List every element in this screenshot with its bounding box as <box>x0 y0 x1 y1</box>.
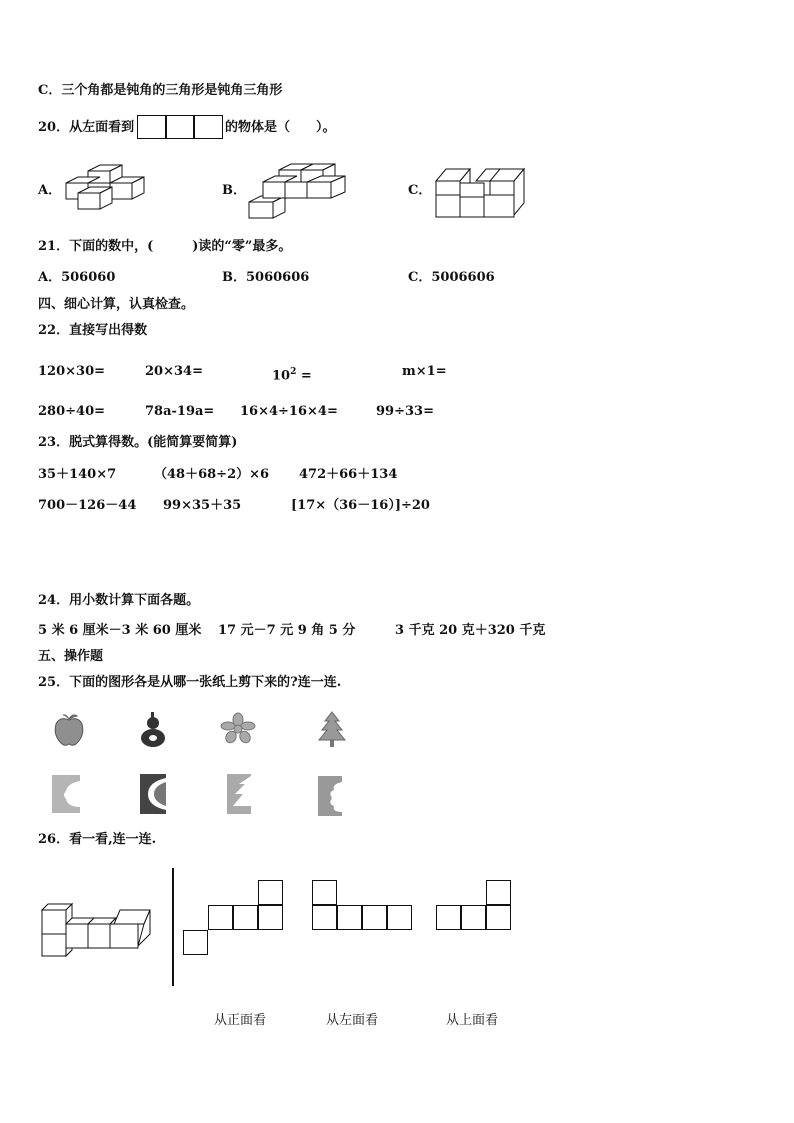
q21-option-a[interactable]: A．506060 <box>38 270 116 285</box>
paper-moon-cutout-icon[interactable] <box>140 774 166 814</box>
q24-item: 5 米 6 厘米－3 米 60 厘米 <box>38 623 202 638</box>
divider-line <box>172 868 174 986</box>
q20-option-c-figure <box>436 167 526 219</box>
power-base: 10 <box>272 368 291 384</box>
pine-tree-shape-icon[interactable] <box>317 712 347 748</box>
q22-item: 16×4÷16×4= <box>240 404 338 419</box>
q20-option-a-label[interactable]: A． <box>38 183 62 198</box>
q21-stem: 21．下面的数中，( )读的“零”最多。 <box>38 239 292 254</box>
q20-stem-start: 20．从左面看到 <box>38 120 135 135</box>
q23-item: （48＋68÷2）×6 <box>154 467 270 482</box>
q20-stem-end: 的物体是（ ）。 <box>225 120 336 135</box>
paper-leaf-cutout-icon[interactable] <box>52 775 80 813</box>
q21-option-b[interactable]: B．5060606 <box>222 270 310 285</box>
gourd-shape-icon[interactable] <box>138 712 168 748</box>
q23-item: 35＋140×7 <box>38 467 117 482</box>
paper-flower-cutout-icon[interactable] <box>318 776 342 816</box>
q22-item: 78a-19a= <box>145 404 215 419</box>
q23-item: 700－126－44 <box>38 498 137 513</box>
q24-item: 17 元－7 元 9 角 5 分 <box>218 623 356 638</box>
label-front-view[interactable]: 从正面看 <box>214 1013 267 1028</box>
apple-shape-icon[interactable] <box>52 713 86 747</box>
q25-stem: 25．下面的图形各是从哪一张纸上剪下来的?连一连. <box>38 675 342 690</box>
q22-item: 20×34= <box>145 364 203 379</box>
q26-stem: 26．看一看,连一连. <box>38 832 157 847</box>
q26-solid-figure <box>42 904 154 958</box>
q22-item: m×1= <box>402 364 447 379</box>
q20-option-a-figure <box>66 161 146 221</box>
label-top-view[interactable]: 从上面看 <box>446 1013 499 1028</box>
power-exponent: 2 <box>290 367 297 377</box>
left-view-three-squares <box>137 115 221 139</box>
section-5-heading: 五、操作题 <box>38 649 104 664</box>
q22-item: 99÷33= <box>376 404 434 419</box>
q22-item: 120×30= <box>38 364 106 379</box>
q22-item-power <box>272 364 312 384</box>
paper-tree-cutout-icon[interactable] <box>227 774 251 814</box>
q23-item: 99×35＋35 <box>163 498 242 513</box>
q22-stem: 22．直接写出得数 <box>38 323 148 338</box>
power-equals: = <box>296 368 312 384</box>
q19-option-c: C．三个角都是钝角的三角形是钝角三角形 <box>38 83 283 98</box>
flower-shape-icon[interactable] <box>220 713 256 745</box>
q20-option-b-label[interactable]: B． <box>222 183 246 198</box>
q23-item: 472＋66＋134 <box>299 467 398 482</box>
label-left-view[interactable]: 从左面看 <box>326 1013 379 1028</box>
q20-option-b-figure <box>249 164 349 220</box>
section-4-heading: 四、细心计算，认真检查。 <box>38 297 195 312</box>
q22-item: 280÷40= <box>38 404 106 419</box>
q23-item: [17×（36－16）]÷20 <box>291 498 430 513</box>
q21-option-c[interactable]: C．5006606 <box>408 270 495 285</box>
q23-stem: 23．脱式算得数。(能简算要简算) <box>38 435 238 450</box>
q24-item: 3 千克 20 克＋320 千克 <box>395 623 546 638</box>
q24-stem: 24．用小数计算下面各题。 <box>38 593 200 608</box>
q20-option-c-label[interactable]: C． <box>408 183 432 198</box>
